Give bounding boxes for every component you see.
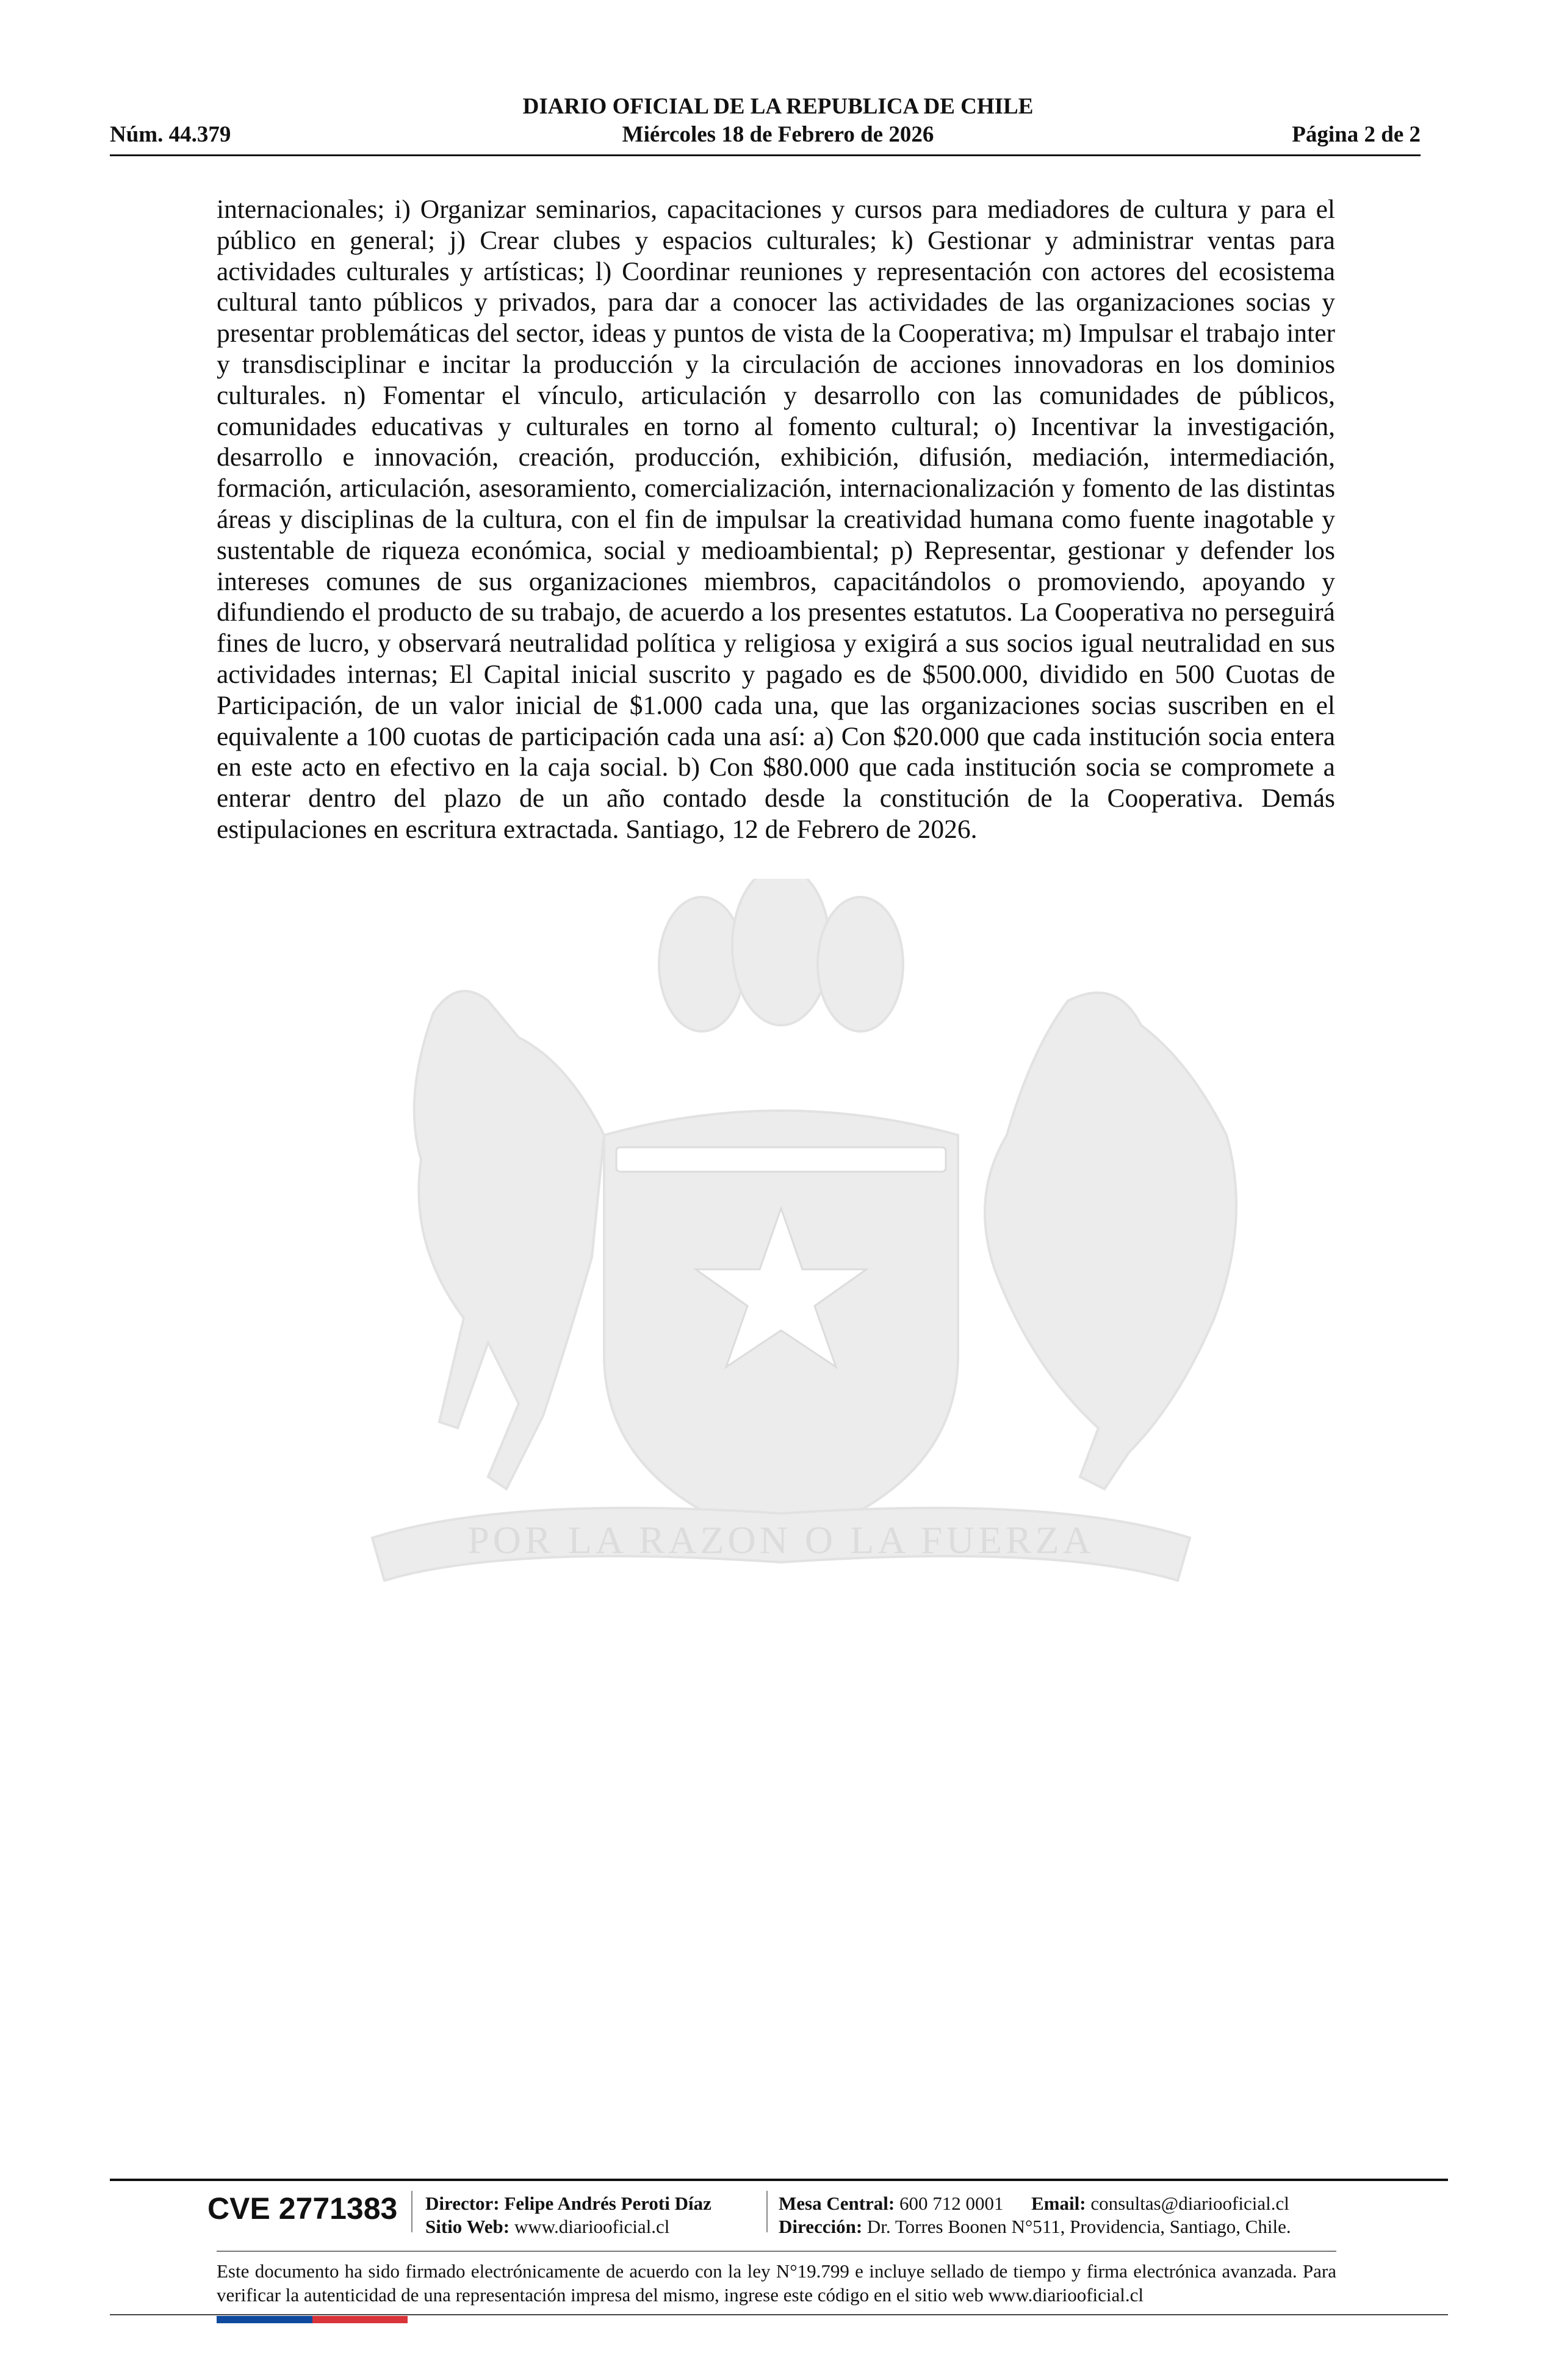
- publication-date: Miércoles 18 de Febrero de 2026: [622, 122, 934, 147]
- page-indicator: Página 2 de 2: [1292, 122, 1421, 147]
- footer-divider-mid: [217, 2251, 1336, 2252]
- address-value: Dr. Torres Boonen N°511, Providencia, Santiago, Chile.: [866, 2216, 1291, 2237]
- motto-text: POR LA RAZON O LA FUERZA: [467, 1518, 1095, 1562]
- website-line: [425, 2215, 669, 2238]
- director-name: Felipe Andrés Peroti Díaz: [504, 2193, 711, 2214]
- plume-center: [732, 879, 830, 1025]
- phone-number: 600 712 0001: [899, 2193, 1004, 2214]
- article-body: internacionales; i) Organizar seminarios, capacitaciones y cursos para mediadores de cultura y para el público en general; j) Crear clubes y espacios culturales; k) Gestionar y administrar ventas para actividades culturales y artísticas; l) Coordinar reuniones y representación con actores del ecosistema cultural tanto públicos y privados, para dar a conocer las actividades de las organizaciones socias y presentar problemáticas del sector, ideas y puntos de vista de la Cooperativa; m) Impulsar el trabajo inter y transdisciplinar e incitar la producción y la circulación de acciones innovadoras en los dominios culturales. n) Fomentar el vínculo, articulación y desarrollo con las comunidades de públicos, comunidades educativas y culturales en torno al fomento cultural; o) Incentivar la investigación, desarrollo e innovación, creación, producción, exhibición, difusión, mediación, intermediación, formación, articulación, asesoramiento, comercialización, internacionalización y fomento de las distintas áreas y disciplinas de la cultura, con el fin de impulsar la creatividad humana como fuente inagotable y sustentable de riqueza económica, social y medioambiental; p) Representar, gestionar y defender los intereses comunes de sus organizaciones miembros, capacitándolos o promoviendo, apoyando y difundiendo el producto de su trabajo, de acuerdo a los presentes estatutos. La Cooperativa no perseguirá fines de lucro, y observará neutralidad política y religiosa y exigirá a sus socios igual neutralidad en sus actividades internas; El Capital inicial suscrito y pagado es de $500.000, dividido en 500 Cuotas de Participación, de un valor inicial de $1.000 cada una, que las organizaciones socias suscriben en el equivalente a 100 cuotas de participación cada una así: a) Con $20.000 que cada institución socia entera en este acto en efectivo en la caja social. b) Con $80.000 que cada institución socia se compromete a enterar dentro del plazo de un año contado desde la constitución de la Cooperativa. Demás estipulaciones en escritura extractada. Santiago, 12 de Febrero de 2026.: [217, 195, 1335, 844]
- phone-label: Mesa Central:: [779, 2193, 895, 2214]
- director-line: [425, 2192, 711, 2215]
- footer-separator-2: [766, 2191, 768, 2232]
- flag-stripe-blue: [217, 2316, 312, 2323]
- issue-number: Núm. 44.379: [110, 122, 231, 147]
- publication-title: DIARIO OFICIAL DE LA REPUBLICA DE CHILE: [522, 94, 1034, 119]
- coat-of-arms-watermark: [201, 879, 1361, 1660]
- contact-line: [779, 2192, 1289, 2215]
- address-label: Dirección:: [779, 2216, 863, 2237]
- legal-notice: Este documento ha sido firmado electrónicamente de acuerdo con la ley N°19.799 e incluye sellado de tiempo y firma electrónica avanzada. Para verificar la autenticidad de una representación impresa del mismo, ingrese este código en el sitio web www.diariooficial.cl: [217, 2260, 1336, 2306]
- email-link[interactable]: consultas@diariooficial.cl: [1090, 2193, 1289, 2214]
- cve-code: CVE 2771383: [207, 2191, 398, 2226]
- condor: [985, 993, 1236, 1489]
- website-link[interactable]: www.diariooficial.cl: [514, 2216, 670, 2237]
- plume-left: [659, 897, 744, 1031]
- website-label: Sitio Web:: [425, 2216, 510, 2237]
- address-line: [779, 2215, 1291, 2238]
- footer-separator-1: [411, 2191, 412, 2232]
- header-divider: [110, 154, 1421, 156]
- huemul: [414, 991, 604, 1489]
- director-label: Director:: [425, 2193, 500, 2214]
- email-label: Email:: [1031, 2193, 1086, 2214]
- flag-stripe-red: [312, 2316, 408, 2323]
- shield-stripe-top: [616, 1147, 946, 1172]
- plume-right: [818, 897, 903, 1031]
- footer-divider-bottom: [110, 2314, 1448, 2315]
- footer-divider-top: [110, 2179, 1448, 2181]
